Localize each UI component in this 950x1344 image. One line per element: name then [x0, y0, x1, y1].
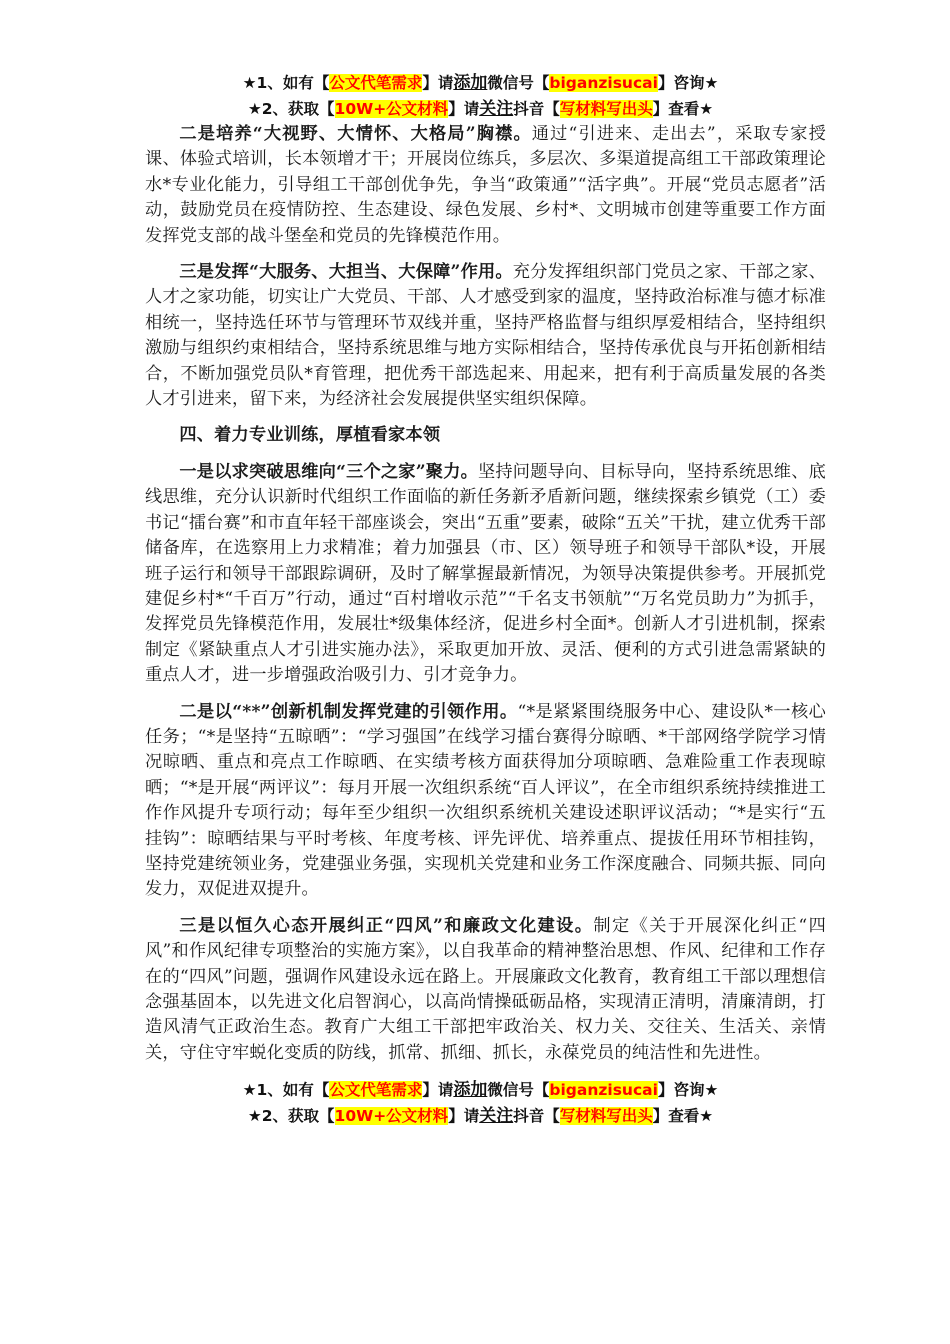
paragraph-lead: 二是以“**”创新机制发挥党建的引领作用。 — [179, 701, 518, 722]
underlined-text: 添加 — [453, 1080, 488, 1101]
banner-text: 】咨询★ — [657, 74, 719, 92]
highlight-text: 公文代笔需求 — [329, 1081, 423, 1100]
douyin-account: 写材料写出头 — [559, 1107, 653, 1126]
footer-banner — [135, 1077, 826, 1129]
paragraph — [145, 700, 826, 903]
paragraph — [145, 460, 826, 689]
wechat-id: biganzisucai — [549, 1081, 658, 1100]
banner-text: 】查看★ — [652, 1107, 714, 1126]
highlight-text: 10W+公文材料 — [334, 100, 449, 118]
banner-text: 】请 — [422, 1081, 454, 1100]
banner-line-1 — [135, 70, 826, 96]
underlined-text: 关注 — [479, 99, 514, 119]
banner-text: 】请 — [448, 1107, 480, 1126]
banner-text: 】咨询★ — [657, 1081, 719, 1100]
paragraph-text: 坚持问题导向、目标导向，坚持系统思维、底线思维，充分认识新时代组织工作面临的新任务新矛盾新问题，继续探索乡镇党（工）委书记“擂台赛”和市直年轻干部座谈会，突出“五重”要素，破除“五关”干扰，建立优秀干部储备库，在选察用上力求精准；着力加强县（市、区）领导班子和领导干部队*设，开展班子运行和领导干部跟踪调研，及时了解掌握最新情况，为领导决策提供参考。开展抓党建促乡村*“千百万”行动，通过“百村增收示范”“千名支书领航”“万名党员助力”为抓手，发挥党员先锋模范作用，发展壮*级集体经济，促进乡村全面*。创新人才引进机制，探索制定《紧缺重点人才引进实施办法》，采取更加开放、灵活、便利的方式引进急需紧缺的重点人才，进一步增强政治吸引力、引才竞争力。 — [145, 461, 826, 686]
banner-line-2 — [135, 96, 826, 122]
paragraph — [145, 122, 826, 249]
paragraph-lead: 二是培养“大视野、大情怀、大格局”胸襟。 — [179, 124, 532, 144]
banner-text: 抖音【 — [513, 1107, 560, 1126]
banner-line-2 — [135, 1103, 826, 1129]
banner-text: 微信号【 — [487, 74, 550, 92]
paragraph — [145, 260, 826, 412]
header-banner — [135, 70, 826, 122]
paragraph-text: 通过“引进来、走出去”，采取专家授课、体验式培训，长本领增才干；开展岗位练兵，多层次、多渠道提高组工干部政策理论水*专业化能力，引导组工干部创优争先，争当“政策通”“活字典”。开展“党员志愿者”活动，鼓励党员在疫情防控、生态建设、绿色发展、乡村*、文明城市创建等重要工作方面发挥党支部的战斗堡垒和党员的先锋模范作用。 — [145, 124, 826, 246]
wechat-id: biganzisucai — [549, 74, 658, 92]
paragraph-text: 制定《关于开展深化纠正“四风”和作风纪律专项整治的实施方案》，以自我革命的精神整治思想、作风、纪律和工作存在的“四风”问题，强调作风建设永远在路上。开展廉政文化教育，教育组工干部以理想信念强基固本，以先进文化启智润心，以高尚情操砥砺品格，实现清正清明，清廉清朗，打造风清气正政治生态。教育广大组工干部把牢政治关、权力关、交往关、生活关、亲情关，守住守牢蜕化变质的防线，抓常、抓细、抓长，永葆党员的纯洁性和先进性。 — [145, 915, 826, 1063]
section-heading: 四、着力专业训练，厚植看家本领 — [179, 425, 441, 446]
underlined-text: 关注 — [479, 1106, 514, 1127]
paragraph-text: 充分发挥组织部门党员之家、干部之家、人才之家功能，切实让广大党员、干部、人才感受到家的温度，坚持政治标准与德才标准相统一，坚持选任环节与管理环节双线并重，坚持严格监督与组织厚爱相结合，坚持组织激励与组织约束相结合，坚持系统思维与地方实际相结合，坚持传承优良与开拓创新相结合，不断加强党员队*育管理，把优秀干部选起来、用起来，把有利于高质量发展的各类人才引进来，留下来，为经济社会发展提供坚实组织保障。 — [145, 262, 826, 410]
paragraph-text: “*是紧紧围绕服务中心、建设队*一核心任务；“*是坚持“五晾晒”：“学习强国”在线学习擂台赛得分晾晒、*干部网络学院学习情况晾晒、重点和亮点工作晾晒、在实绩考核方面获得加分项晾晒、急难险重工作表现晾晒；“*是开展“两评议”：每月开展一次组织系统“百人评议”，在全市组织系统持续推进工作作风提升专项行动；每年至少组织一次组织系统机关建设述职评议活动；“*是实行“五挂钩”：晾晒结果与平时考核、年度考核、评先评优、培养重点、提拔任用环节相挂钩，坚持党建统领业务，党建强业务强，实现机关党建和业务工作深度融合、同频共振、同向发力，双促进双提升。 — [145, 701, 826, 900]
banner-text: ★2、获取【 — [247, 100, 335, 118]
banner-text: ★1、如有【 — [242, 1081, 330, 1100]
banner-text: 】请 — [448, 100, 480, 118]
banner-line-1 — [135, 1077, 826, 1103]
banner-text: 】查看★ — [652, 100, 714, 118]
document-body — [145, 122, 826, 1066]
paragraph-lead: 三是发挥“大服务、大担当、大保障”作用。 — [179, 262, 513, 283]
underlined-text: 添加 — [453, 73, 488, 93]
banner-text: ★1、如有【 — [242, 74, 330, 92]
banner-text: 】请 — [422, 74, 454, 92]
paragraph-lead: 一是以求突破思维向“三个之家”聚力。 — [179, 461, 478, 482]
banner-text: ★2、获取【 — [247, 1107, 335, 1126]
douyin-account: 写材料写出头 — [559, 100, 653, 118]
banner-text: 抖音【 — [513, 100, 560, 118]
highlight-text: 公文代笔需求 — [329, 74, 423, 92]
paragraph — [145, 914, 826, 1066]
banner-text: 微信号【 — [487, 1081, 550, 1100]
highlight-text: 10W+公文材料 — [334, 1107, 449, 1126]
paragraph-lead: 三是以恒久心态开展纠正“四风”和廉政文化建设。 — [179, 915, 594, 936]
